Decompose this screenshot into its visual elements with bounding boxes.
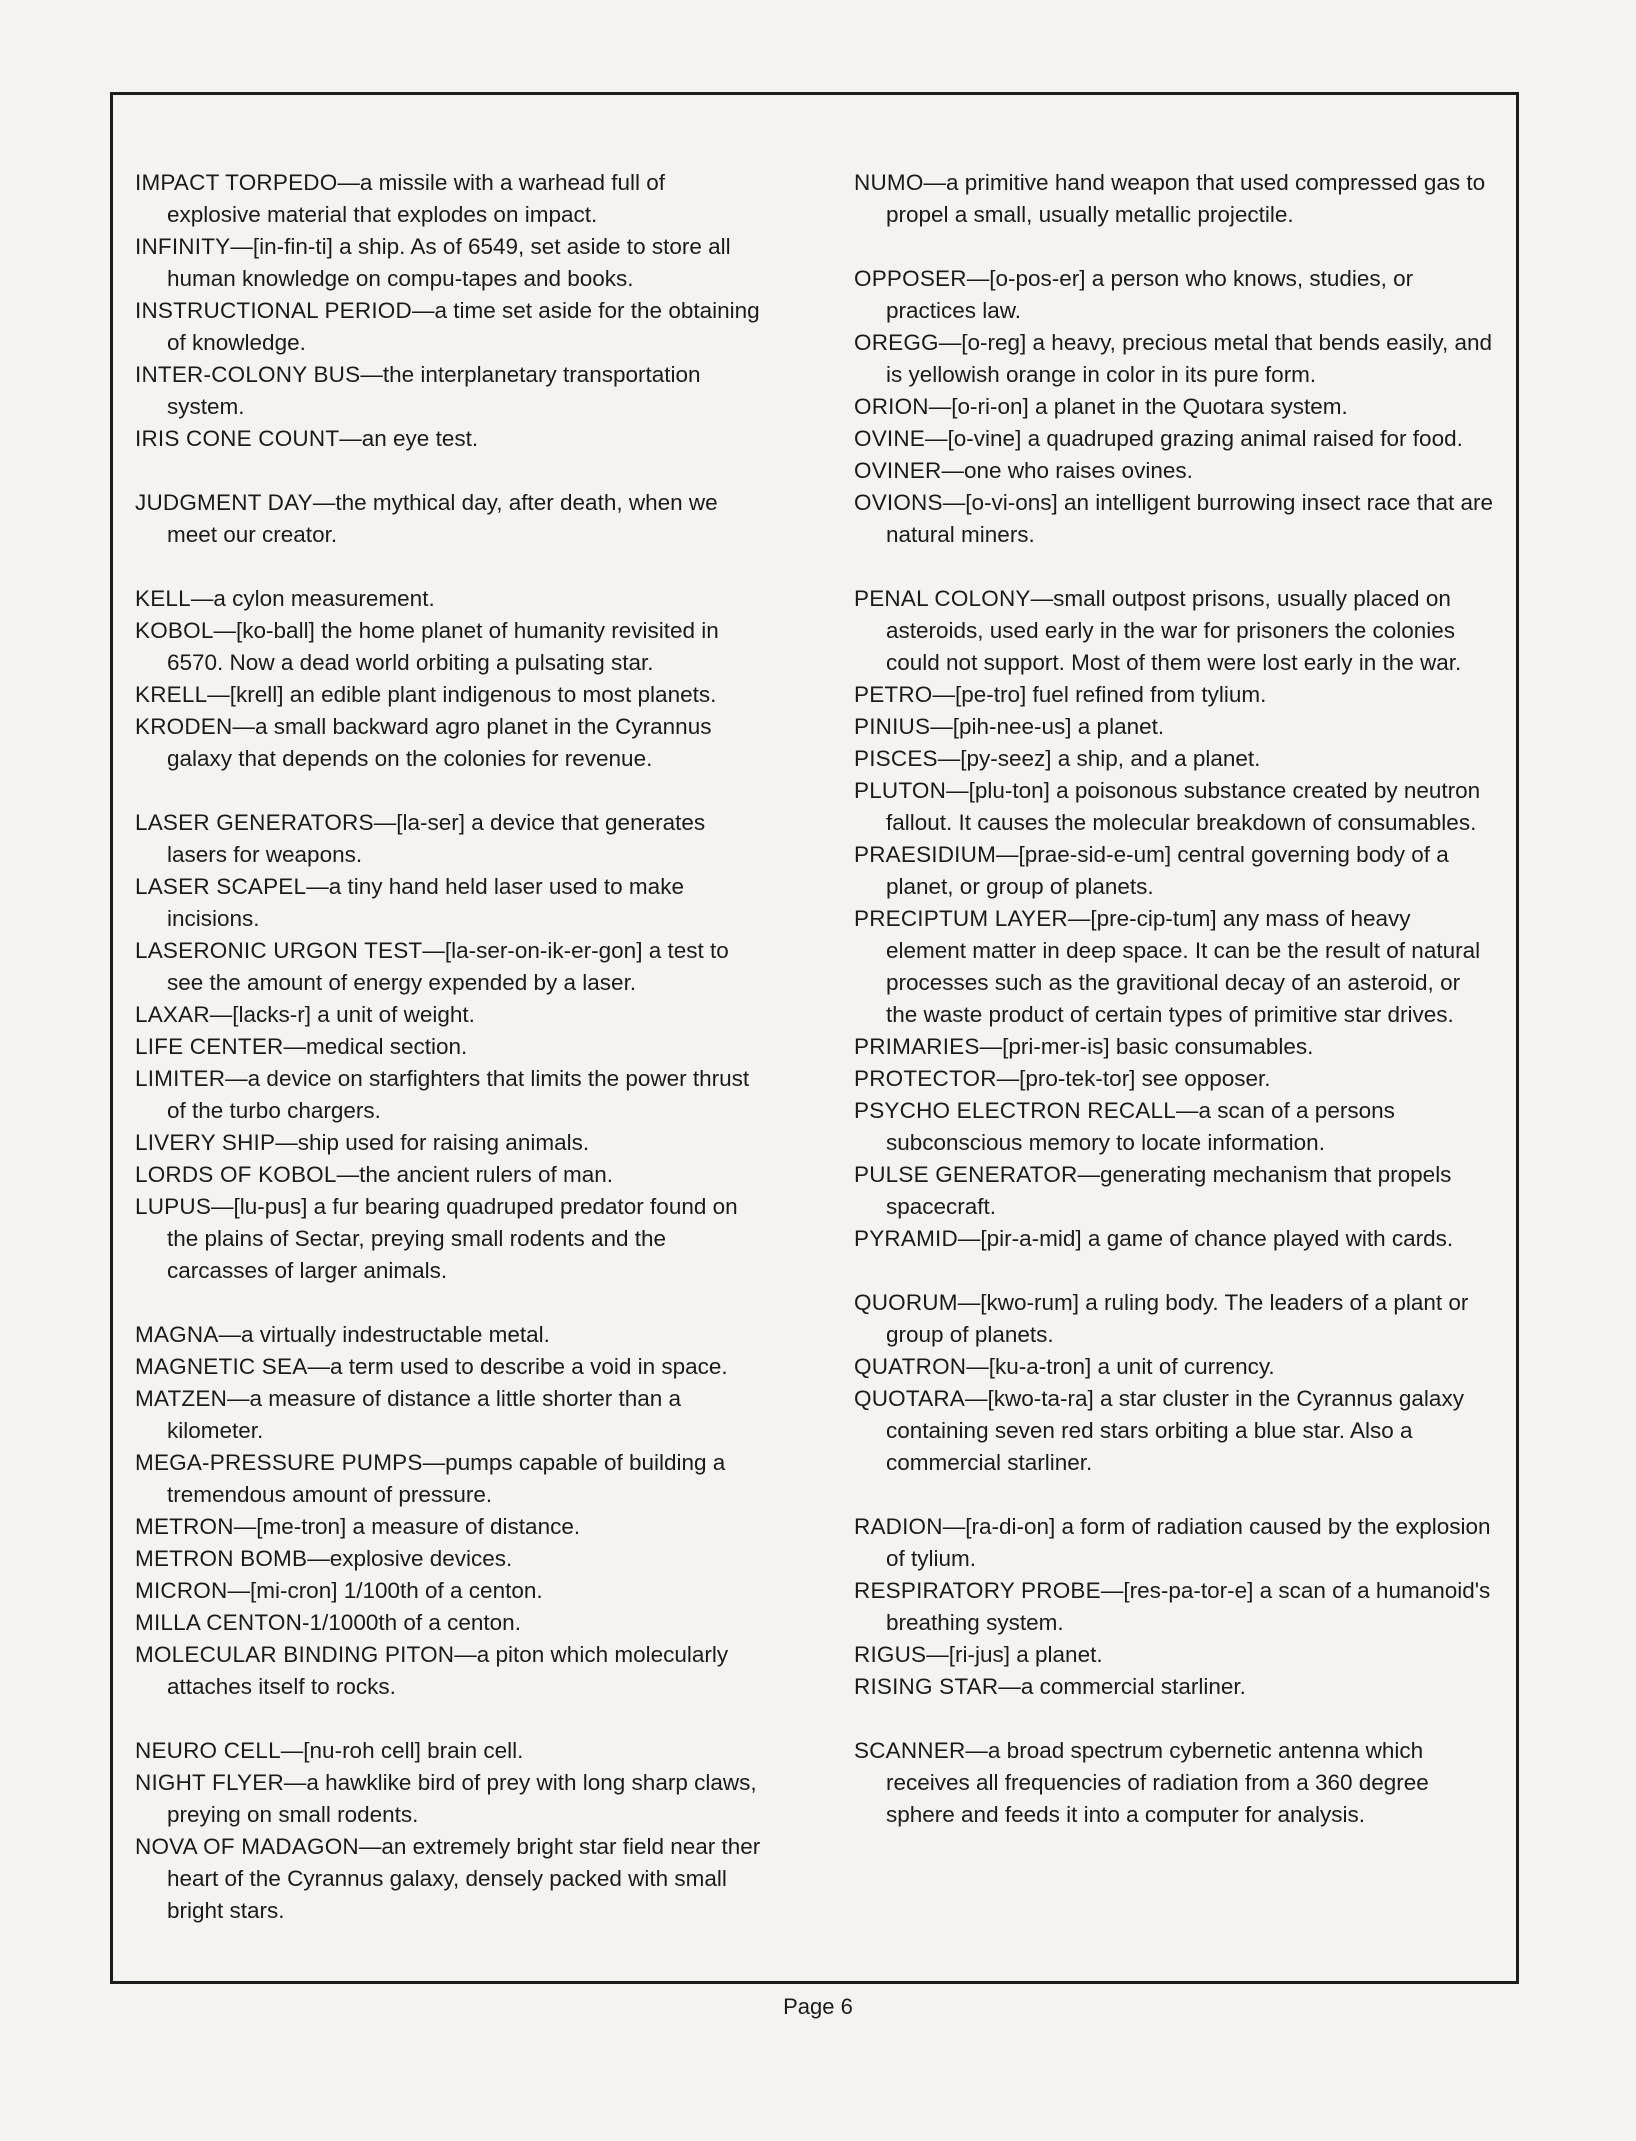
glossary-term: INTER-COLONY BUS — [135, 362, 361, 387]
glossary-entry — [135, 1031, 765, 1063]
glossary-entry — [854, 1351, 1496, 1383]
glossary-term: RISING STAR — [854, 1674, 999, 1699]
glossary-definition: —a term used to describe a void in space. — [307, 1354, 728, 1379]
glossary-entry — [135, 423, 765, 455]
glossary-entry — [854, 1159, 1496, 1223]
glossary-entry — [854, 1511, 1496, 1575]
glossary-entry — [854, 775, 1496, 839]
glossary-entry — [854, 1095, 1496, 1159]
glossary-entry — [135, 1735, 765, 1767]
glossary-entry — [135, 711, 765, 775]
glossary-term: KRODEN — [135, 714, 233, 739]
glossary-term: PROTECTOR — [854, 1066, 997, 1091]
glossary-definition: —generating mechanism that propels spacecraft. — [886, 1162, 1452, 1219]
glossary-entry — [854, 679, 1496, 711]
glossary-definition: —small outpost prisons, usually placed on asteroids, used early in the war for prisoners the colonies could not support. Most of them were lost early in the war. — [886, 586, 1462, 675]
glossary-entry — [135, 1511, 765, 1543]
glossary-term: NEURO CELL — [135, 1738, 281, 1763]
glossary-definition: —[o-ri-on] a planet in the Quotara system. — [928, 394, 1348, 419]
glossary-term: IRIS CONE COUNT — [135, 426, 340, 451]
glossary-term: NOVA OF MADAGON — [135, 1834, 359, 1859]
glossary-term: MICRON — [135, 1578, 228, 1603]
glossary-definition: —[plu-ton] a poisonous substance created by neutron fallout. It causes the molecular breakdown of consumables. — [886, 778, 1481, 835]
glossary-definition: —[o-pos-er] a person who knows, studies, or practices law. — [886, 266, 1414, 323]
glossary-definition: —[ko-ball] the home planet of humanity revisited in 6570. Now a dead world orbiting a pulsating star. — [167, 618, 719, 675]
glossary-definition: —[ra-di-on] a form of radiation caused by the explosion of tylium. — [886, 1514, 1491, 1571]
glossary-definition: —[pe-tro] fuel refined from tylium. — [932, 682, 1267, 707]
glossary-entry — [135, 1767, 765, 1831]
glossary-term: OVINE — [854, 426, 926, 451]
glossary-entry — [135, 1831, 765, 1927]
glossary-term: JUDGMENT DAY — [135, 490, 313, 515]
glossary-definition: —a primitive hand weapon that used compressed gas to propel a small, usually metallic projectile. — [886, 170, 1486, 227]
glossary-definition: —a cylon measurement. — [190, 586, 435, 611]
glossary-term: LASERONIC URGON TEST — [135, 938, 423, 963]
glossary-definition: —[pro-tek-tor] see opposer. — [996, 1066, 1271, 1091]
glossary-entry — [135, 871, 765, 935]
glossary-definition: —[py-seez] a ship, and a planet. — [937, 746, 1261, 771]
glossary-definition: —an eye test. — [339, 426, 479, 451]
glossary-term: INSTRUCTIONAL PERIOD — [135, 298, 412, 323]
glossary-term: PLUTON — [854, 778, 947, 803]
glossary-term: MAGNA — [135, 1322, 219, 1347]
glossary-definition: -1/1000th of a centon. — [302, 1610, 521, 1635]
glossary-definition: —ship used for raising animals. — [275, 1130, 590, 1155]
glossary-entry — [135, 167, 765, 231]
glossary-entry — [854, 1063, 1496, 1095]
glossary-entry — [854, 1287, 1496, 1351]
glossary-entry — [135, 1575, 765, 1607]
glossary-definition: —a measure of distance a little shorter than a kilometer. — [167, 1386, 682, 1443]
right-column — [854, 167, 1496, 1831]
glossary-term: INFINITY — [135, 234, 231, 259]
glossary-entry — [854, 1223, 1496, 1255]
glossary-definition: —explosive devices. — [307, 1546, 513, 1571]
glossary-definition: —[me-tron] a measure of distance. — [233, 1514, 581, 1539]
glossary-entry — [135, 1063, 765, 1127]
glossary-definition: —[kwo-rum] a ruling body. The leaders of a plant or group of planets. — [886, 1290, 1469, 1347]
glossary-term: OVINER — [854, 458, 942, 483]
glossary-definition: —a commercial starliner. — [998, 1674, 1246, 1699]
glossary-definition: —an extremely bright star field near ther heart of the Cyrannus galaxy, densely packed with small bright stars. — [167, 1834, 761, 1923]
glossary-term: PSYCHO ELECTRON RECALL — [854, 1098, 1176, 1123]
glossary-definition: —[la-ser] a device that generates lasers for weapons. — [167, 810, 706, 867]
glossary-term: NUMO — [854, 170, 924, 195]
left-column — [135, 167, 765, 1927]
page-number: Page 6 — [783, 1994, 853, 2019]
glossary-definition: —[pre-cip-tum] any mass of heavy element matter in deep space. It can be the result of natural processes such as the gravitional decay of an asteroid, or the waste product of certain types of primitive star drives. — [886, 906, 1481, 1027]
glossary-term: PRECIPTUM LAYER — [854, 906, 1068, 931]
glossary-term: MAGNETIC SEA — [135, 1354, 308, 1379]
glossary-definition: —a device on starfighters that limits the power thrust of the turbo chargers. — [167, 1066, 750, 1123]
glossary-term: LAXAR — [135, 1002, 210, 1027]
glossary-entry — [135, 1639, 765, 1703]
glossary-definition: —medical section. — [283, 1034, 468, 1059]
glossary-term: PULSE GENERATOR — [854, 1162, 1078, 1187]
glossary-term: ORION — [854, 394, 929, 419]
glossary-definition: —a tiny hand held laser used to make incisions. — [167, 874, 684, 931]
glossary-entry — [854, 839, 1496, 903]
glossary-definition: —a small backward agro planet in the Cyrannus galaxy that depends on the colonies for revenue. — [167, 714, 712, 771]
glossary-entry — [854, 327, 1496, 391]
glossary-entry — [135, 1351, 765, 1383]
glossary-entry — [135, 359, 765, 423]
glossary-definition: —the ancient rulers of man. — [336, 1162, 613, 1187]
glossary-term: PETRO — [854, 682, 933, 707]
glossary-term: SCANNER — [854, 1738, 966, 1763]
glossary-entry — [135, 583, 765, 615]
glossary-entry — [135, 935, 765, 999]
glossary-entry — [854, 391, 1496, 423]
glossary-entry — [135, 487, 765, 551]
glossary-entry — [135, 1159, 765, 1191]
glossary-term: QUATRON — [854, 1354, 967, 1379]
glossary-term: OVIONS — [854, 490, 943, 515]
glossary-entry — [135, 1447, 765, 1511]
glossary-entry — [854, 903, 1496, 1031]
glossary-definition: —[kwo-ta-ra] a star cluster in the Cyrannus galaxy containing seven red stars orbiting a blue star. Also a commercial starliner. — [886, 1386, 1464, 1475]
glossary-definition: —[in-fin-ti] a ship. As of 6549, set aside to store all human knowledge on compu-tapes and books. — [167, 234, 731, 291]
glossary-term: QUORUM — [854, 1290, 958, 1315]
glossary-term: PRAESIDIUM — [854, 842, 997, 867]
glossary-entry — [135, 1607, 765, 1639]
glossary-term: LIVERY SHIP — [135, 1130, 276, 1155]
glossary-entry — [854, 1575, 1496, 1639]
glossary-term: METRON — [135, 1514, 234, 1539]
glossary-term: LORDS OF KOBOL — [135, 1162, 337, 1187]
glossary-term: QUOTARA — [854, 1386, 965, 1411]
glossary-entry — [135, 231, 765, 295]
glossary-definition: —[prae-sid-e-um] central governing body of a planet, or group of planets. — [886, 842, 1449, 899]
glossary-definition: —a piton which molecularly attaches itself to rocks. — [167, 1642, 729, 1699]
glossary-term: KRELL — [135, 682, 208, 707]
glossary-entry — [135, 615, 765, 679]
glossary-entry — [854, 167, 1496, 231]
glossary-term: RIGUS — [854, 1642, 927, 1667]
glossary-term: KOBOL — [135, 618, 214, 643]
glossary-term: PENAL COLONY — [854, 586, 1031, 611]
glossary-term: MATZEN — [135, 1386, 228, 1411]
glossary-definition: —a broad spectrum cybernetic antenna which receives all frequencies of radiation from a 360 degree sphere and feeds it into a computer for analysis. — [886, 1738, 1429, 1827]
glossary-entry — [854, 1671, 1496, 1703]
glossary-term: RADION — [854, 1514, 943, 1539]
glossary-entry — [135, 1383, 765, 1447]
glossary-term: OREGG — [854, 330, 939, 355]
glossary-term: PRIMARIES — [854, 1034, 980, 1059]
glossary-definition: —[lu-pus] a fur bearing quadruped predator found on the plains of Sectar, preying small rodents and the carcasses of larger animals. — [167, 1194, 738, 1283]
glossary-term: LASER SCAPEL — [135, 874, 307, 899]
glossary-entry — [854, 1031, 1496, 1063]
glossary-term: RESPIRATORY PROBE — [854, 1578, 1101, 1603]
glossary-term: MEGA-PRESSURE PUMPS — [135, 1450, 423, 1475]
glossary-term: PYRAMID — [854, 1226, 958, 1251]
glossary-entry — [854, 743, 1496, 775]
glossary-entry — [854, 455, 1496, 487]
glossary-term: PINIUS — [854, 714, 931, 739]
glossary-entry — [854, 1383, 1496, 1479]
glossary-entry — [135, 1127, 765, 1159]
glossary-definition: —[lacks-r] a unit of weight. — [209, 1002, 475, 1027]
glossary-entry — [135, 295, 765, 359]
glossary-definition: —[pir-a-mid] a game of chance played with cards. — [957, 1226, 1454, 1251]
glossary-term: OPPOSER — [854, 266, 967, 291]
glossary-term: MILLA CENTON — [135, 1610, 303, 1635]
glossary-term: LASER GENERATORS — [135, 810, 374, 835]
glossary-definition: —[krell] an edible plant indigenous to most planets. — [207, 682, 717, 707]
glossary-term: MOLECULAR BINDING PITON — [135, 1642, 455, 1667]
glossary-definition: —[pih-nee-us] a planet. — [930, 714, 1165, 739]
glossary-term: METRON BOMB — [135, 1546, 308, 1571]
glossary-entry — [135, 999, 765, 1031]
glossary-term: IMPACT TORPEDO — [135, 170, 338, 195]
page-frame — [110, 92, 1519, 1984]
glossary-definition: —the interplanetary transportation system. — [167, 362, 701, 419]
glossary-term: KELL — [135, 586, 191, 611]
glossary-entry — [135, 1543, 765, 1575]
glossary-entry — [854, 1735, 1496, 1831]
glossary-definition: —[mi-cron] 1/100th of a centon. — [227, 1578, 543, 1603]
glossary-entry — [854, 1639, 1496, 1671]
glossary-definition: —[nu-roh cell] brain cell. — [280, 1738, 524, 1763]
glossary-entry — [135, 807, 765, 871]
glossary-entry — [135, 1319, 765, 1351]
glossary-definition: —[o-reg] a heavy, precious metal that bends easily, and is yellowish orange in color in its pure form. — [886, 330, 1492, 387]
glossary-definition: —[o-vi-ons] an intelligent burrowing insect race that are natural miners. — [886, 490, 1493, 547]
glossary-definition: —[la-ser-on-ik-er-gon] a test to see the amount of energy expended by a laser. — [167, 938, 729, 995]
glossary-definition: —[ku-a-tron] a unit of currency. — [966, 1354, 1275, 1379]
glossary-definition: —a virtually indestructable metal. — [218, 1322, 550, 1347]
glossary-definition: —[o-vine] a quadruped grazing animal raised for food. — [925, 426, 1463, 451]
glossary-definition: —a hawklike bird of prey with long sharp claws, preying on small rodents. — [167, 1770, 757, 1827]
glossary-entry — [135, 679, 765, 711]
glossary-term: NIGHT FLYER — [135, 1770, 284, 1795]
glossary-term: LUPUS — [135, 1194, 212, 1219]
glossary-definition: —one who raises ovines. — [941, 458, 1193, 483]
glossary-entry — [854, 423, 1496, 455]
glossary-term: PISCES — [854, 746, 938, 771]
glossary-definition: —[ri-jus] a planet. — [926, 1642, 1103, 1667]
glossary-definition: —[res-pa-tor-e] a scan of a humanoid's breathing system. — [886, 1578, 1491, 1635]
glossary-definition: —pumps capable of building a tremendous amount of pressure. — [167, 1450, 726, 1507]
glossary-entry — [135, 1191, 765, 1287]
glossary-term: LIMITER — [135, 1066, 226, 1091]
glossary-entry — [854, 583, 1496, 679]
glossary-entry — [854, 487, 1496, 551]
glossary-definition: —a missile with a warhead full of explosive material that explodes on impact. — [167, 170, 666, 227]
glossary-entry — [854, 263, 1496, 327]
glossary-definition: —the mythical day, after death, when we meet our creator. — [167, 490, 718, 547]
glossary-definition: —[pri-mer-is] basic consumables. — [979, 1034, 1314, 1059]
glossary-definition: —a time set aside for the obtaining of knowledge. — [167, 298, 760, 355]
glossary-definition: —a scan of a persons subconscious memory to locate information. — [886, 1098, 1395, 1155]
glossary-entry — [854, 711, 1496, 743]
glossary-term: LIFE CENTER — [135, 1034, 284, 1059]
